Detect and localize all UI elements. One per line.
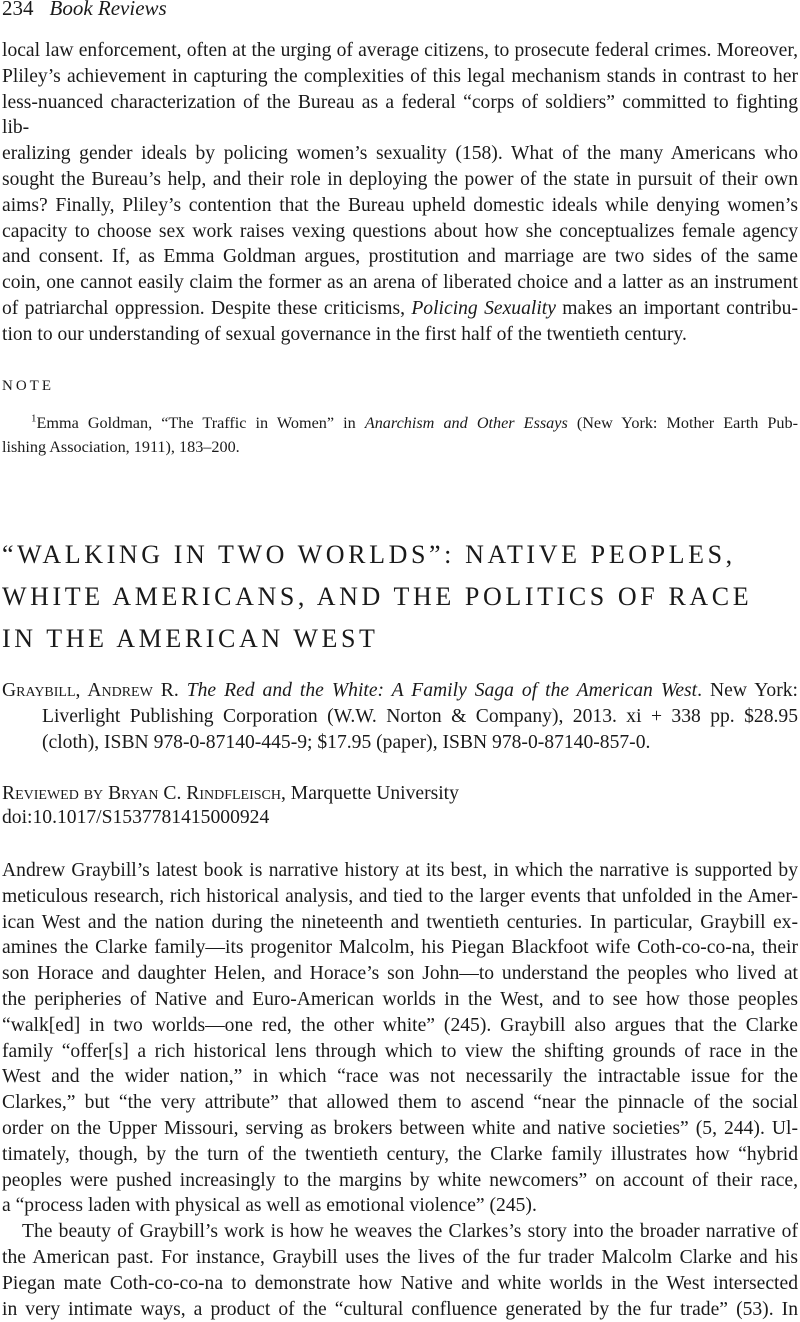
- text-line: tion to our understanding of sexual governance in the first half of the twentieth century.: [2, 323, 687, 345]
- text-line: local law enforcement, often at the urging of average citizens, to prosecute federal crimes. Moreover,: [2, 40, 798, 61]
- text-line: less-nuanced characterization of the Bureau as a federal “corps of soldiers” committed to fighting lib-: [2, 91, 798, 139]
- text-line: eralizing gender ideals by policing women’s sexuality (158). What of the many Americans who: [2, 143, 798, 165]
- text-line: the peripheries of Native and Euro-American worlds in the West, and to see how those peoples: [2, 988, 798, 1010]
- title-line: WHITE AMERICANS, AND THE POLITICS OF RACE: [2, 582, 753, 611]
- text-line: “walk[ed] in two worlds—one red, the other white” (245). Graybill also argues that the Clarke: [2, 1014, 798, 1036]
- text-line: family “offer[s] a rich historical lens through which to view the shifting grounds of race in the: [2, 1040, 798, 1062]
- text-line: Andrew Graybill’s latest book is narrative history at its best, in which the narrative is supported by: [2, 860, 798, 881]
- text-line: order on the Upper Missouri, serving as brokers between white and native societies” (5, 244). Ul-: [2, 1117, 798, 1139]
- text-line: meticulous research, rich historical analysis, and tied to the larger events that unfolded in the Amer-: [2, 885, 798, 907]
- text-line: the American past. For instance, Graybill uses the lives of the fur trader Malcolm Clarke and his: [2, 1246, 798, 1268]
- running-header: [2, 0, 167, 21]
- reviewer-affiliation: , Marquette University: [280, 783, 459, 804]
- text-line: capacity to choose sex work raises vexing questions about how she conceptualizes female agency: [2, 220, 798, 242]
- text-line: Pliley’s achievement in capturing the complexities of this legal mechanism stands in contrast to her: [2, 65, 798, 87]
- text-line: a “process laden with physical as well as emotional violence” (245).: [2, 1195, 537, 1217]
- text-line: ican West and the nation during the nineteenth and twentieth centuries. In particular, Graybill ex-: [2, 911, 798, 933]
- page-number: 234: [2, 0, 34, 20]
- text-line: and consent. If, as Emma Goldman argues, prostitution and marriage are two sides of the same: [2, 246, 798, 268]
- reviewer-name: Reviewed by Bryan C. Rindfleisch: [2, 783, 281, 804]
- text-line: Piegan mate Coth-co-co-na to demonstrate how Native and white worlds in the West intersected: [2, 1272, 798, 1294]
- book-title-italic: Policing Sexuality: [411, 297, 556, 319]
- text-line: The beauty of Graybill’s work is how he weaves the Clarkes’s story into the broader narrative of: [22, 1221, 798, 1243]
- text-line: peoples were pushed increasingly to the margins by white newcomers” on account of their race,: [2, 1169, 798, 1191]
- reviewer-line: [2, 781, 459, 807]
- doi: doi:10.1017/S1537781415000924: [2, 807, 270, 828]
- title-line: IN THE AMERICAN WEST: [2, 624, 379, 653]
- running-title: Book Reviews: [49, 0, 167, 20]
- previous-review-text: [2, 38, 798, 348]
- text-line: West and the wider nation,” in which “race was not necessarily the intractable issue for the: [2, 1066, 798, 1088]
- book-author: Graybill, Andrew R.: [2, 680, 179, 701]
- title-line: “WALKING IN TWO WORLDS”: NATIVE PEOPLES,: [2, 540, 736, 569]
- text-line: aims? Finally, Pliley’s contention that the Bureau upheld domestic ideals while denying women’s: [2, 194, 798, 216]
- text-line: son Horace and daughter Helen, and Horace’s son John—to understand the peoples who lived at: [2, 963, 798, 985]
- text-line: amines the Clarke family—its progenitor Malcolm, his Piegan Blackfoot wife Coth-co-co-na, their: [2, 937, 798, 959]
- text-line: timately, though, by the turn of the twentieth century, the Clarke family illustrates how “hybrid: [2, 1143, 798, 1165]
- note-heading: NOTE: [2, 378, 54, 394]
- text-line: Clarkes,” but “the very attribute” that allowed them to ascend “near the pinnacle of the social: [2, 1092, 798, 1114]
- review-body: [2, 858, 798, 1322]
- text-line: sought the Bureau’s help, and their role in deploying the power of the state in pursuit of their own: [2, 168, 798, 190]
- footnote-marker: 1: [31, 412, 37, 425]
- text-line: in very intimate ways, a product of the “cultural confluence generated by the fur trade” (53). In: [2, 1298, 798, 1320]
- book-citation: Graybill, Andrew R. The Red and the White: A Family Saga of the American West. New York: Liverlight Publishing Corporation (W.W. Norton & Company), 2013. xi + 338 pp. $28.95 (cloth), ISBN 978-0-87140-445-9; $17.95 (paper), ISBN 978-0-87140-857-0.: [2, 680, 798, 753]
- text-line: of patriarchal oppression. Despite these criticisms, Policing Sexuality makes an important contribu-: [2, 297, 798, 319]
- text-line: coin, one cannot easily claim the former as an arena of liberated choice and a latter as an instrument: [2, 272, 798, 294]
- article-title: [2, 534, 800, 660]
- book-title: The Red and the White: A Family Saga of the American West: [186, 680, 698, 701]
- footnote: $^1$Emma Goldman, “The Traffic in Women” in Anarchism and Other Essays (New York: Mother Earth Pub- lishing Association, 1911), 183–200.: [2, 412, 798, 456]
